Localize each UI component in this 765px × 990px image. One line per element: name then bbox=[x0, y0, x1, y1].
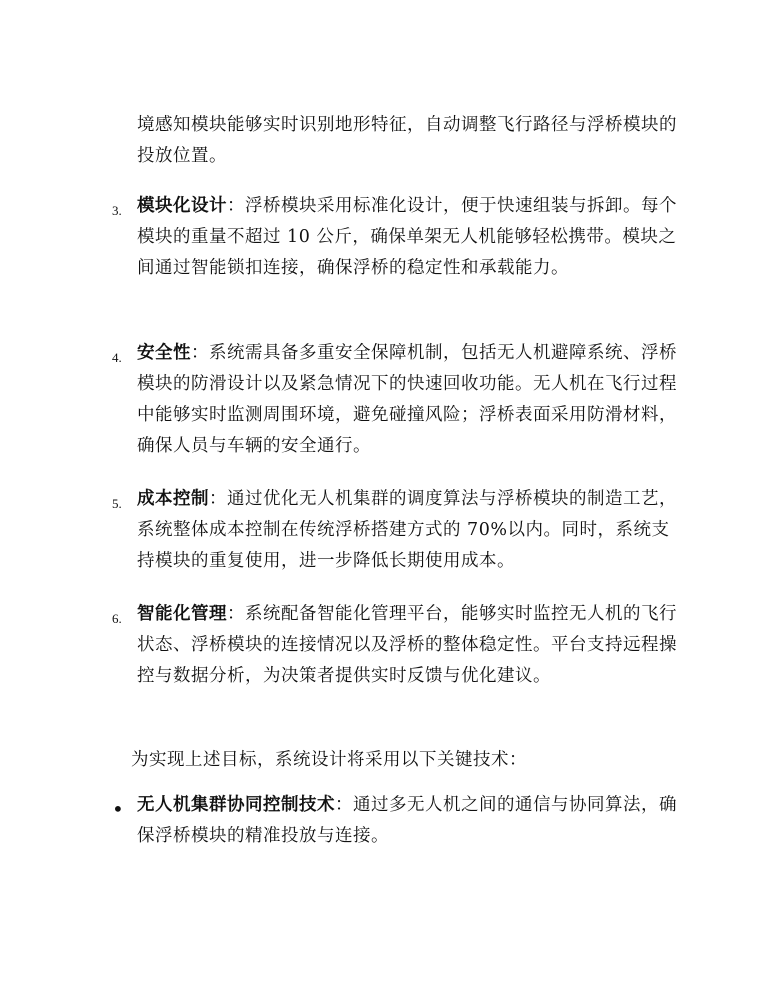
list-item-term: 安全性 bbox=[137, 343, 191, 363]
list-item-cost-control bbox=[137, 484, 677, 577]
list-item-term: 成本控制 bbox=[137, 489, 209, 509]
list-item-separator: ： bbox=[227, 196, 245, 216]
list-item-intelligent-management bbox=[137, 599, 677, 692]
list-marker: 6. bbox=[112, 611, 122, 626]
list-item-text: 系统配备智能化管理平台，能够实时监控无人机的飞行状态、浮桥模块的连接情况以及浮桥的整体稳定性。平台支持远程操控与数据分析，为决策者提供实时反馈与优化建议。 bbox=[137, 604, 677, 686]
bullet-item-text: 通过多无人机之间的通信与协同算法，确保浮桥模块的精准投放与连接。 bbox=[137, 795, 677, 846]
list-item-text: 浮桥模块采用标准化设计，便于快速组装与拆卸。每个模块的重量不超过 10 公斤，确保单架无人机能够轻松携带。模块之间通过智能锁扣连接，确保浮桥的稳定性和承载能力。 bbox=[137, 196, 677, 278]
list-item-separator: ： bbox=[209, 489, 227, 509]
list-item-term: 模块化设计 bbox=[137, 196, 227, 216]
list-item-separator: ： bbox=[191, 343, 209, 363]
continuation-paragraph: 境感知模块能够实时识别地形特征，自动调整飞行路径与浮桥模块的投放位置。 bbox=[137, 115, 677, 166]
bullet-item-term: 无人机集群协同控制技术 bbox=[137, 795, 335, 815]
list-marker: 5. bbox=[112, 496, 122, 511]
bullet-item-uav-swarm-control bbox=[137, 790, 677, 852]
list-item-text: 通过优化无人机集群的调度算法与浮桥模块的制造工艺，系统整体成本控制在传统浮桥搭建方式的 70%以内。同时，系统支持模块的重复使用，进一步降低长期使用成本。 bbox=[137, 489, 677, 571]
list-item-safety bbox=[137, 338, 677, 462]
list-item-separator: ： bbox=[227, 604, 245, 624]
list-item-modular-design bbox=[137, 191, 677, 284]
list-marker: 3. bbox=[112, 203, 122, 218]
bullet-marker: • bbox=[112, 797, 124, 821]
list-item-term: 智能化管理 bbox=[137, 604, 227, 624]
list-item-text: 系统需具备多重安全保障机制，包括无人机避障系统、浮桥模块的防滑设计以及紧急情况下的快速回收功能。无人机在飞行过程中能够实时监测周围环境，避免碰撞风险；浮桥表面采用防滑材料，确保人员与车辆的安全通行。 bbox=[137, 343, 677, 456]
list-marker: 4. bbox=[112, 350, 122, 365]
bullet-item-separator: ： bbox=[335, 795, 353, 815]
intro-paragraph: 为实现上述目标，系统设计将采用以下关键技术： bbox=[131, 750, 527, 770]
